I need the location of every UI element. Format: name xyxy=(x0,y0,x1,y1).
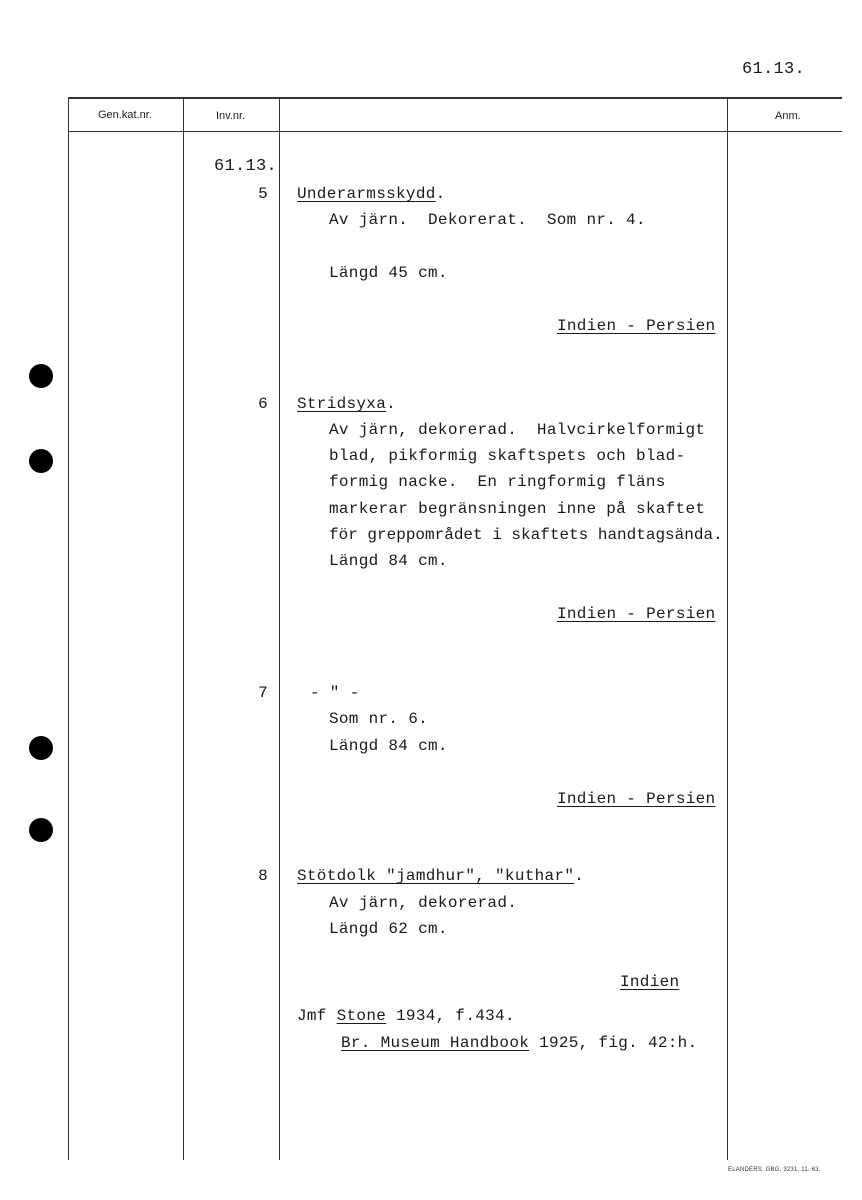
entry-title-6 xyxy=(297,394,396,414)
header-inv: Inv.nr. xyxy=(216,110,246,122)
entry-line: formig nacke. En ringformig fläns xyxy=(329,473,666,491)
column-rule-2 xyxy=(183,97,184,1160)
column-rule-4 xyxy=(727,97,728,1160)
binder-hole-3 xyxy=(29,736,53,760)
binder-hole-2 xyxy=(29,449,53,473)
entry-line: Av järn. Dekorerat. Som nr. 4. xyxy=(329,211,646,229)
entry-title-text: Underarmsskydd xyxy=(297,185,436,203)
column-rule-1 xyxy=(68,97,69,1160)
header-rule xyxy=(68,131,842,132)
binder-hole-1 xyxy=(29,364,53,388)
entry-origin: Indien xyxy=(620,973,680,991)
reference-line-1 xyxy=(297,1006,515,1026)
entry-title-end: . xyxy=(386,395,397,413)
entry-length: Längd 62 cm. xyxy=(329,920,448,938)
entry-line: blad, pikformig skaftspets och blad- xyxy=(329,447,686,465)
entry-title-end: . xyxy=(574,867,585,885)
entry-title-5 xyxy=(297,184,446,204)
header-anm: Anm. xyxy=(775,110,801,122)
column-rule-3 xyxy=(279,97,280,1160)
entry-line: markerar begränsningen inne på skaftet xyxy=(329,500,706,518)
entry-origin: Indien - Persien xyxy=(557,790,716,808)
header-gen-kat: Gen.kat.nr. xyxy=(98,109,152,121)
entry-number-8: 8 xyxy=(258,867,268,885)
entry-title-end: . xyxy=(435,185,446,203)
binder-hole-4 xyxy=(29,818,53,842)
entry-length: Längd 84 cm. xyxy=(329,552,448,570)
ref-title: Br. Museum Handbook xyxy=(341,1034,530,1052)
printer-mark: ELANDERS. GBG. 3231. 11. 63. xyxy=(728,1167,821,1173)
top-rule xyxy=(68,97,842,99)
entry-length: Längd 84 cm. xyxy=(329,737,448,755)
entry-number-7: 7 xyxy=(258,684,268,702)
ref-prefix: Jmf xyxy=(297,1007,337,1025)
ref-rest: 1925, fig. 42:h. xyxy=(529,1034,698,1052)
entry-line: Som nr. 6. xyxy=(329,710,429,728)
entry-length: Längd 45 cm. xyxy=(329,264,448,282)
entry-origin: Indien - Persien xyxy=(557,317,716,335)
ref-rest: 1934, f.434. xyxy=(386,1007,515,1025)
entry-line: Av järn, dekorerad. Halvcirkelformigt xyxy=(329,421,706,439)
entry-line: Av järn, dekorerad. xyxy=(329,894,518,912)
inv-group: 61.13. xyxy=(214,157,278,176)
entry-title-8 xyxy=(297,866,584,886)
ref-author: Stone xyxy=(336,1007,387,1025)
entry-title-text: Stötdolk "jamdhur", "kuthar" xyxy=(297,867,575,885)
entry-number-5: 5 xyxy=(258,185,268,203)
entry-line: för greppområdet i skaftets handtagsända. xyxy=(329,526,723,544)
entry-title-7: - " - xyxy=(310,684,360,702)
reference-line-2 xyxy=(341,1033,697,1053)
entry-title-text: Stridsyxa xyxy=(297,395,387,413)
entry-number-6: 6 xyxy=(258,395,268,413)
page-number: 61.13. xyxy=(742,60,806,79)
entry-origin: Indien - Persien xyxy=(557,605,716,623)
